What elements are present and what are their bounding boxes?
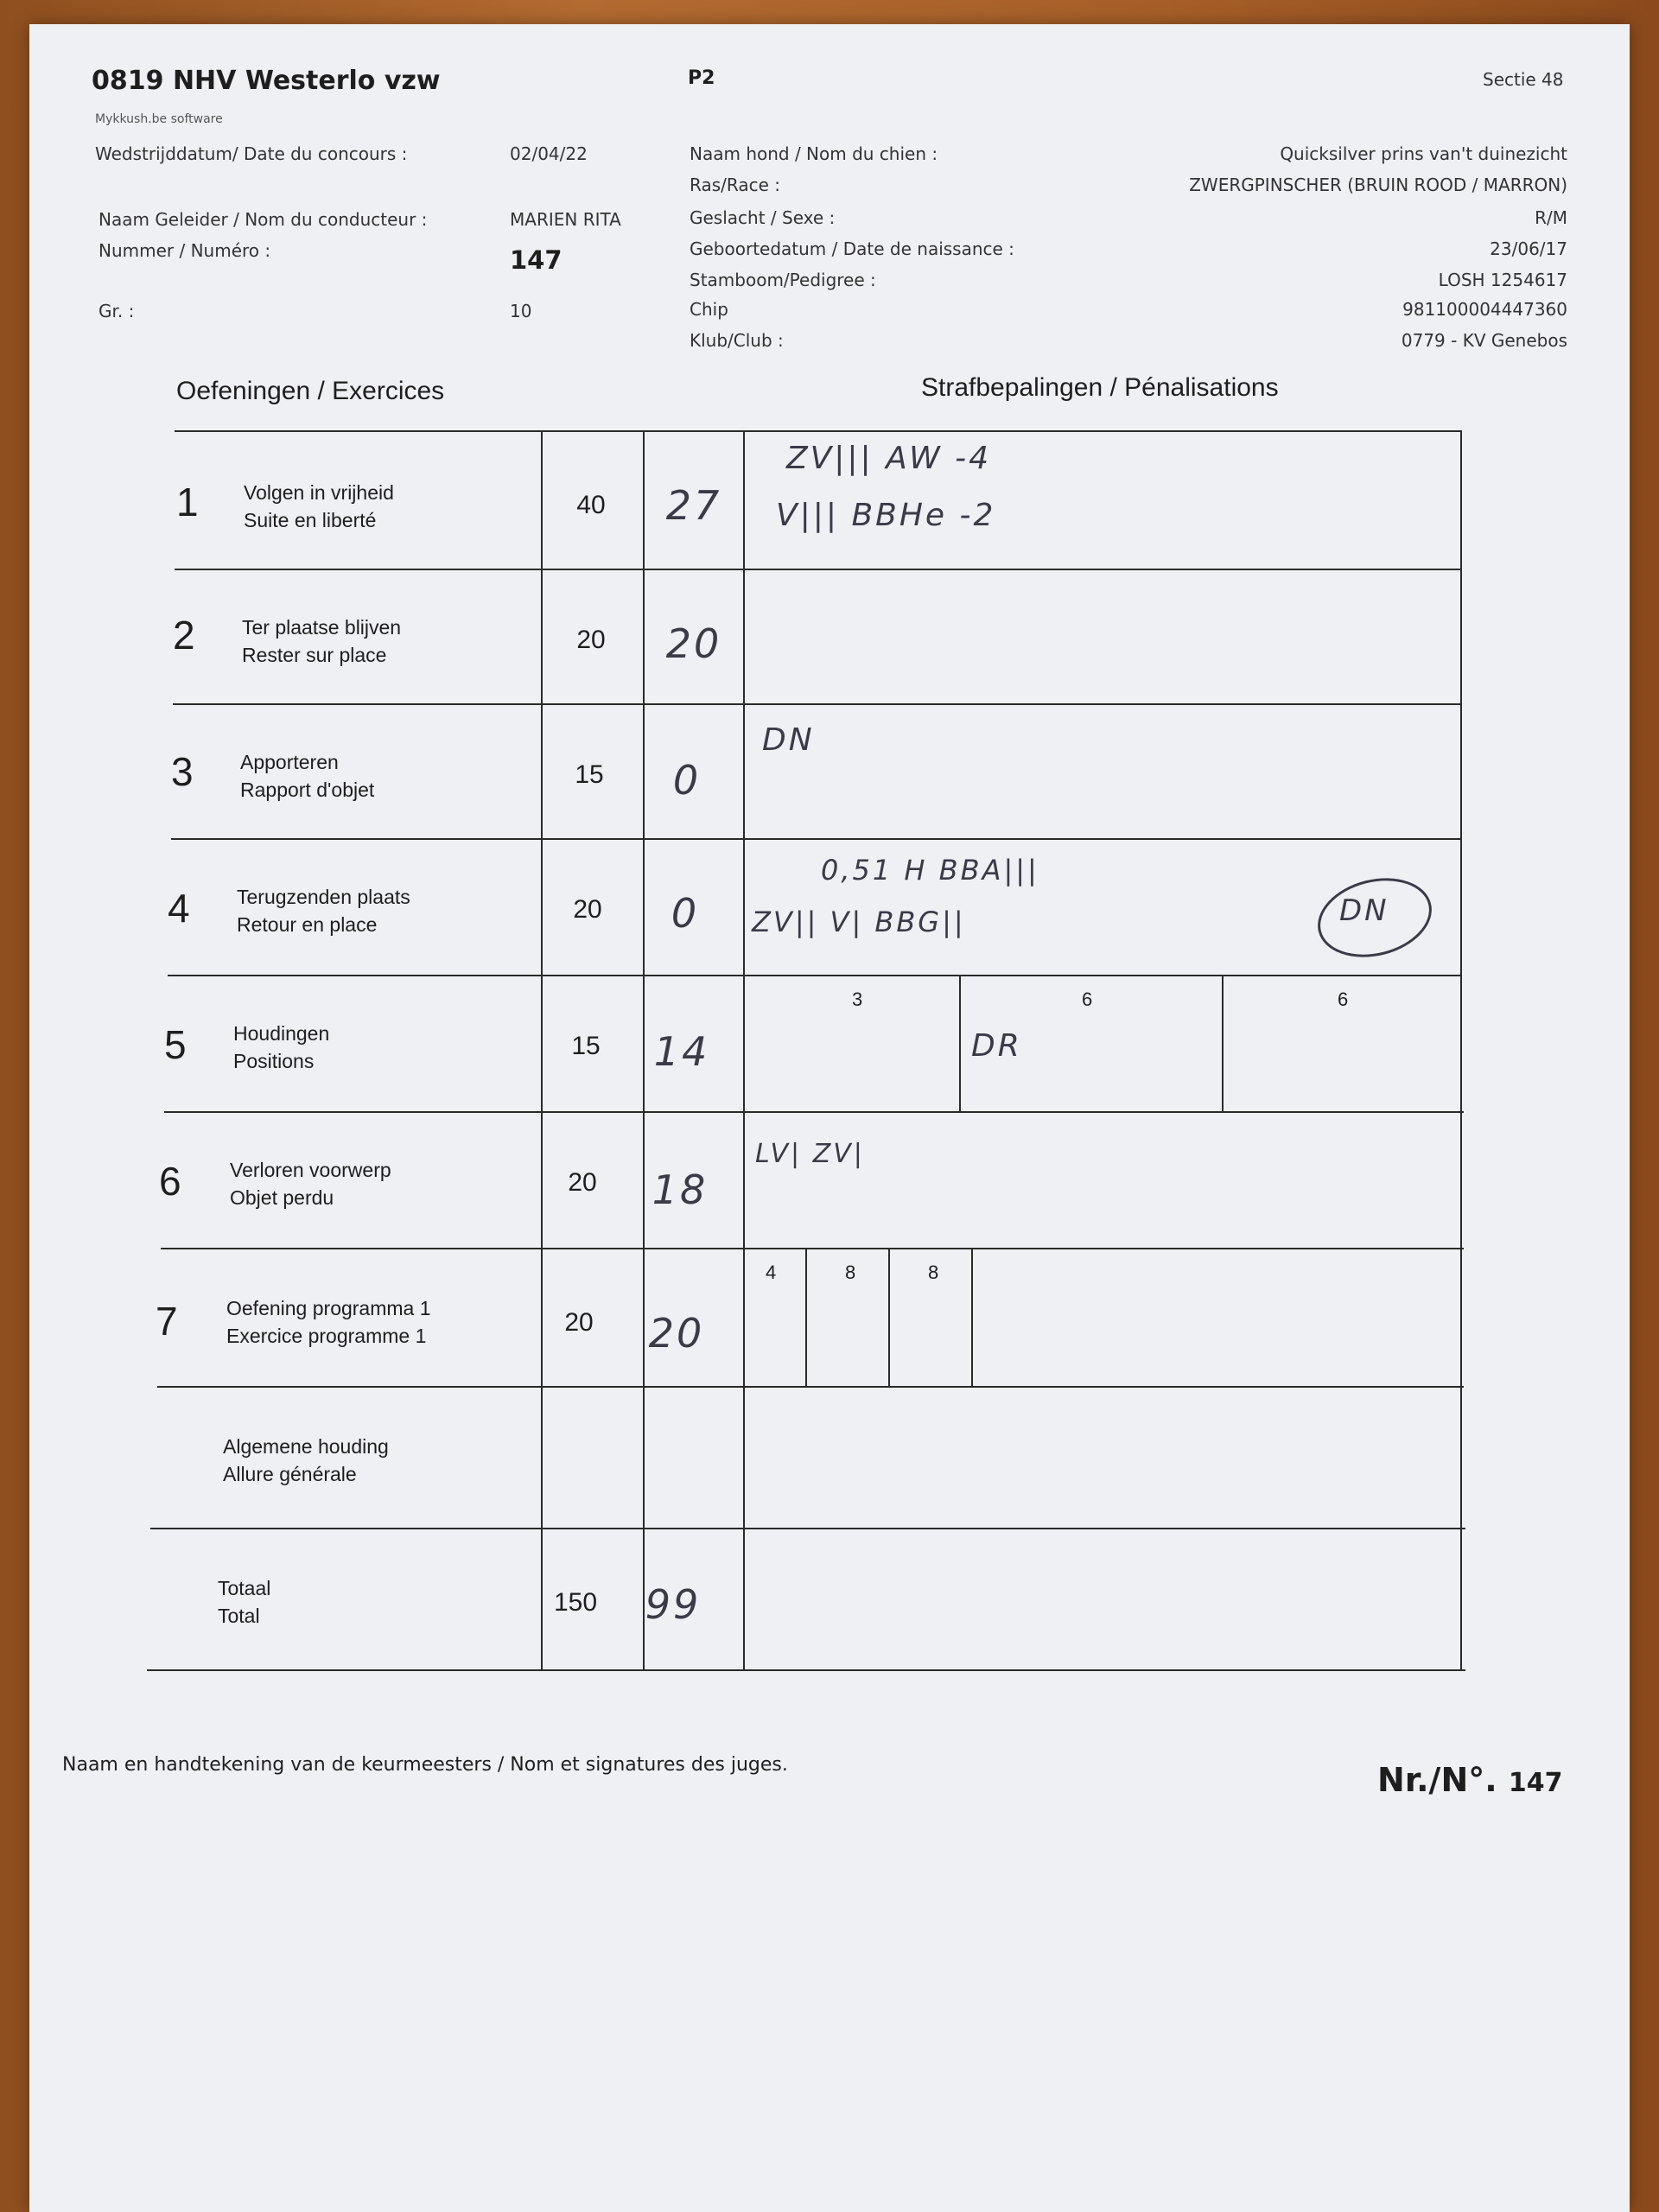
sex-label: Geslacht / Sexe :: [690, 207, 836, 228]
exercise-name-fr: Rester sur place: [242, 644, 387, 666]
exercise-score: 20: [665, 620, 722, 667]
total-score: 99: [645, 1581, 702, 1628]
sub-max: 4: [766, 1262, 777, 1283]
exercise-max: 40: [576, 491, 606, 519]
exercise-score: 14: [653, 1028, 710, 1075]
exercise-max: 20: [573, 895, 602, 924]
penalties-heading: Strafbepalingen / Pénalisations: [921, 373, 1279, 402]
score-sheet: [29, 24, 1630, 2212]
penalty-note: V||| BBHe -2: [776, 498, 996, 533]
exercise-number: 1: [176, 480, 199, 524]
class-label: P2: [688, 67, 715, 89]
club-label: Klub/Club :: [690, 330, 784, 351]
exercise-number: 7: [156, 1299, 178, 1344]
dog-name-label: Naam hond / Nom du chien :: [690, 143, 938, 164]
exercise-score: 0: [671, 890, 700, 937]
penalty-note: LV| ZV|: [755, 1139, 865, 1169]
exercise-name-fr: Objet perdu: [230, 1186, 334, 1209]
exercise-name-fr: Allure générale: [223, 1463, 357, 1485]
club-value: 0779 - KV Genebos: [1401, 330, 1567, 351]
exercise-name-nl: Houdingen: [233, 1022, 330, 1045]
exercise-name-nl: Apporteren: [240, 751, 339, 773]
exercise-name-fr: Rapport d'objet: [240, 779, 375, 801]
sub-max: 8: [928, 1262, 939, 1283]
exercises-heading: Oefeningen / Exercices: [176, 377, 445, 405]
gr-value: 10: [510, 301, 532, 321]
exercise-name-nl: Algemene houding: [223, 1435, 389, 1458]
penalty-note: ZV||| AW -4: [786, 441, 992, 476]
exercise-number: 5: [164, 1022, 187, 1067]
sheet-number: [1377, 1761, 1563, 1799]
club-name: 0819 NHV Westerlo vzw: [92, 66, 441, 96]
exercise-max: 15: [575, 760, 604, 789]
dog-name-value: Quicksilver prins van't duinezicht: [1280, 143, 1567, 164]
birthdate-label: Geboortedatum / Date de naissance :: [690, 238, 1014, 259]
total-max: 150: [553, 1588, 598, 1617]
exercise-max: 20: [568, 1168, 597, 1197]
date-label: Wedstrijddatum/ Date du concours :: [95, 143, 408, 164]
exercise-max: 20: [576, 626, 606, 654]
exercise-score: 18: [652, 1166, 709, 1213]
total-label-nl: Totaal: [218, 1577, 271, 1599]
exercise-max: 20: [564, 1308, 594, 1337]
exercise-number: 2: [173, 613, 195, 658]
penalty-note: 0,51 H BBA|||: [821, 854, 1039, 887]
chip-label: Chip: [690, 299, 728, 320]
exercise-name-nl: Oefening programma 1: [226, 1297, 431, 1319]
date-value: 02/04/22: [510, 143, 588, 164]
handler-value: MARIEN RITA: [510, 209, 621, 230]
sub-max: 3: [852, 988, 863, 1010]
birthdate-value: 23/06/17: [1490, 238, 1567, 259]
software-credit: Mykkush.be software: [95, 112, 223, 126]
exercise-name-fr: Positions: [233, 1050, 315, 1072]
handler-label: Naam Geleider / Nom du conducteur :: [99, 209, 428, 230]
exercise-number: 3: [171, 749, 194, 794]
pedigree-value: LOSH 1254617: [1438, 270, 1567, 290]
penalty-note: ZV|| V| BBG||: [752, 906, 966, 938]
exercise-score: 20: [648, 1310, 705, 1357]
sub-max: 6: [1082, 988, 1093, 1010]
exercise-name-fr: Exercice programme 1: [226, 1325, 427, 1347]
sex-value: R/M: [1535, 207, 1567, 228]
sub-max: 8: [845, 1262, 856, 1283]
exercise-name-nl: Volgen in vrijheid: [244, 481, 394, 504]
exercise-score: 27: [665, 482, 722, 529]
penalty-note-circled: DN: [1339, 893, 1389, 928]
exercise-name-nl: Ter plaatse blijven: [242, 616, 402, 639]
exercise-number: 6: [159, 1159, 181, 1204]
sheet-number-value: 147: [1508, 1768, 1563, 1798]
number-value: 147: [510, 245, 563, 275]
exercise-number: 4: [168, 886, 190, 931]
exercise-score: 0: [672, 757, 702, 804]
exercise-name-fr: Retour en place: [237, 913, 378, 936]
penalty-note: DN: [762, 722, 815, 758]
pedigree-label: Stamboom/Pedigree :: [690, 270, 876, 290]
sheet-number-label: Nr./N°.: [1377, 1761, 1497, 1799]
exercise-name-nl: Terugzenden plaats: [237, 886, 410, 908]
section-label: Sectie 48: [1483, 69, 1564, 90]
breed-value: ZWERGPINSCHER (BRUIN ROOD / MARRON): [1189, 175, 1567, 195]
gr-label: Gr. :: [99, 301, 135, 321]
exercise-name-nl: Verloren voorwerp: [230, 1159, 391, 1181]
breed-label: Ras/Race :: [690, 175, 780, 195]
number-label: Nummer / Numéro :: [99, 240, 271, 261]
exercise-max: 15: [571, 1032, 601, 1060]
penalty-note: DR: [971, 1028, 1022, 1064]
exercise-name-fr: Suite en liberté: [244, 509, 377, 531]
sub-max: 6: [1338, 988, 1349, 1010]
chip-value: 981100004447360: [1402, 299, 1567, 320]
judges-signature-label: Naam en handtekening van de keurmeesters / Nom et signatures des juges.: [62, 1754, 788, 1776]
total-label-fr: Total: [218, 1605, 260, 1627]
